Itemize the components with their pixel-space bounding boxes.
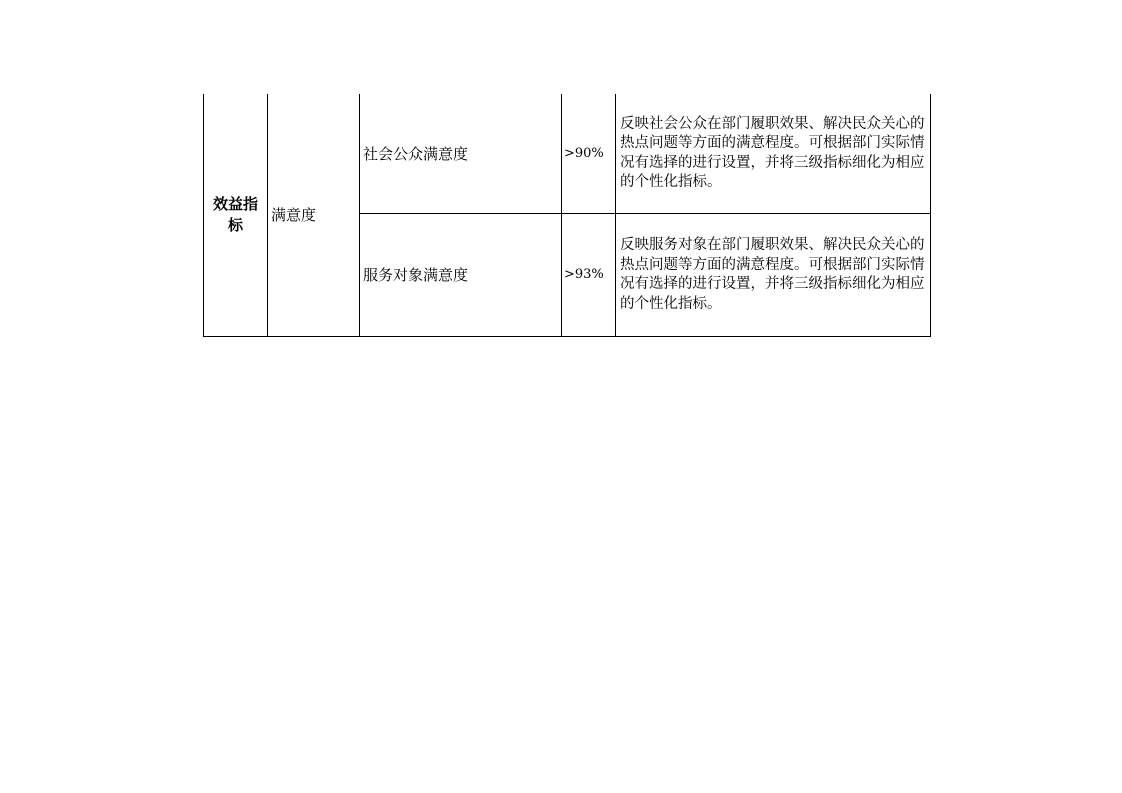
description-cell: 反映服务对象在部门履职效果、解决民众关心的热点问题等方面的满意程度。可根据部门实际情况有选择的进行设置，并将三级指标细化为相应的个性化指标。 — [616, 214, 931, 337]
description-cell: 反映社会公众在部门履职效果、解决民众关心的热点问题等方面的满意程度。可根据部门实际情况有选择的进行设置，并将三级指标细化为相应的个性化指标。 — [616, 94, 931, 214]
table-row — [204, 94, 931, 214]
category-cell: 效益指标 — [204, 94, 268, 337]
indicator-cell: 服务对象满意度 — [360, 214, 562, 337]
indicator-table — [203, 94, 931, 337]
target-cell: >90% — [562, 94, 616, 214]
indicator-cell: 社会公众满意度 — [360, 94, 562, 214]
target-cell: >93% — [562, 214, 616, 337]
subcategory-cell: 满意度 — [268, 94, 360, 337]
